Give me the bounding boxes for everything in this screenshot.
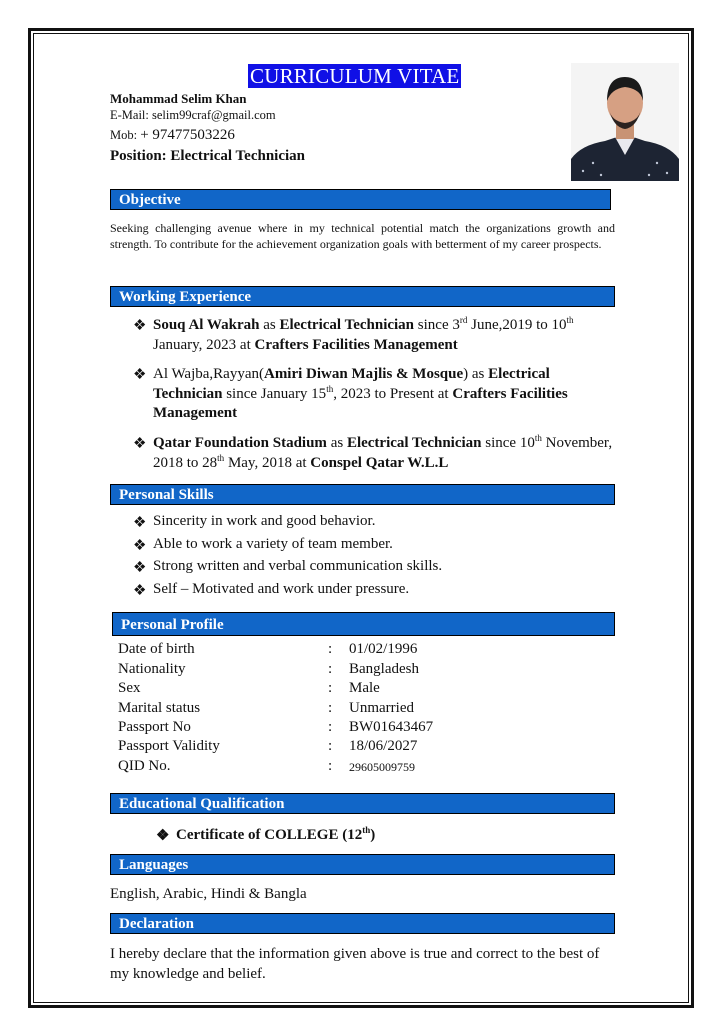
profile-label: Date of birth xyxy=(118,641,195,657)
company-name: Amiri Diwan Majlis & Mosque xyxy=(263,366,464,382)
job-role: Electrical Technician xyxy=(346,435,482,451)
text-fragment: ) xyxy=(370,827,376,843)
experience-item xyxy=(153,434,613,473)
profile-value: 29605009759 xyxy=(349,760,415,774)
text-fragment: as xyxy=(326,435,347,451)
ordinal-suffix: rd xyxy=(459,315,468,325)
declaration-text: I hereby declare that the information given above is true and correct to the best of my knowledge and belief. xyxy=(110,946,600,982)
skill-item: Strong written and verbal communication skills. xyxy=(153,558,443,574)
employer-name: Crafters Facilities Management xyxy=(254,336,458,353)
section-heading-skills: Personal Skills xyxy=(110,484,615,505)
skill-item: Self – Motivated and work under pressure. xyxy=(153,581,410,597)
profile-label: QID No. xyxy=(118,758,171,774)
profile-colon: : xyxy=(328,738,333,754)
position-line: Position: Electrical Technician xyxy=(110,148,305,164)
section-heading-profile: Personal Profile xyxy=(112,612,615,636)
profile-value: Bangladesh xyxy=(349,661,419,677)
profile-label: Sex xyxy=(118,680,141,696)
section-heading-languages: Languages xyxy=(110,854,615,875)
bullet-icon: ❖ xyxy=(133,538,147,554)
text-fragment: since 10 xyxy=(481,435,535,451)
profile-label: Passport No xyxy=(118,719,191,735)
ordinal-suffix: th xyxy=(534,433,542,443)
skill-item: Able to work a variety of team member. xyxy=(153,536,393,552)
profile-value: 01/02/1996 xyxy=(349,641,418,657)
text-fragment: since 3 xyxy=(414,317,460,333)
profile-label: Nationality xyxy=(118,661,186,677)
company-name: Qatar Foundation Stadium xyxy=(153,435,327,451)
email-line: E-Mail: selim99craf@gmail.com xyxy=(110,108,276,122)
text-fragment: May, 2018 at xyxy=(224,454,311,471)
objective-text: Seeking challenging avenue where in my technical potential match the organizations growth and strength. To contribute for the achievement organization goals with betterment of my career prospects. xyxy=(110,221,615,251)
person-photo-icon xyxy=(571,63,679,181)
job-role: Electrical Technician xyxy=(153,366,550,402)
employer-name: Crafters Facilities Management xyxy=(153,385,568,421)
profile-value: BW01643467 xyxy=(349,719,434,735)
mobile-label: Mob: xyxy=(110,128,141,142)
profile-label: Marital status xyxy=(118,700,201,716)
bullet-icon: ❖ xyxy=(156,828,170,844)
profile-colon: : xyxy=(328,641,333,657)
profile-label: Passport Validity xyxy=(118,738,220,754)
text-fragment: Al Wajba,Rayyan( xyxy=(153,366,264,382)
text-fragment: as xyxy=(259,317,280,333)
profile-value: 18/06/2027 xyxy=(349,738,418,754)
section-heading-experience: Working Experience xyxy=(110,286,615,307)
profile-colon: : xyxy=(328,661,333,677)
mobile-number: + 97477503226 xyxy=(140,127,235,143)
mobile-line xyxy=(110,127,235,144)
ordinal-suffix: th xyxy=(326,383,334,394)
languages-text: English, Arabic, Hindi & Bangla xyxy=(110,886,307,902)
section-heading-objective: Objective xyxy=(110,189,611,210)
text-fragment: January, 2023 at xyxy=(153,336,255,353)
bullet-icon: ❖ xyxy=(133,436,147,452)
bullet-icon: ❖ xyxy=(133,560,147,576)
ordinal-suffix: th xyxy=(217,452,225,463)
profile-value: Unmarried xyxy=(349,700,414,716)
skill-item: Sincerity in work and good behavior. xyxy=(153,513,376,529)
text-fragment: ) as xyxy=(463,366,489,382)
text-fragment: June,2019 to 10 xyxy=(467,317,567,333)
bullet-icon: ❖ xyxy=(133,515,147,531)
text-fragment: Certificate of COLLEGE (12 xyxy=(176,827,363,843)
profile-colon: : xyxy=(328,719,333,735)
profile-colon: : xyxy=(328,700,333,716)
profile-photo xyxy=(571,63,679,181)
profile-value: Male xyxy=(349,680,380,696)
job-role: Electrical Technician xyxy=(279,317,415,333)
text-fragment: November, 2018 to 28 xyxy=(153,435,613,471)
experience-item xyxy=(153,316,613,355)
candidate-name: Mohammad Selim Khan xyxy=(110,91,247,106)
profile-colon: : xyxy=(328,758,333,774)
experience-item xyxy=(153,365,613,424)
text-fragment: , 2023 to Present at xyxy=(333,385,453,402)
bullet-icon: ❖ xyxy=(133,583,147,599)
education-item xyxy=(176,826,375,846)
employer-name: Conspel Qatar W.L.L xyxy=(310,454,449,471)
company-name: Souq Al Wakrah xyxy=(153,317,260,333)
ordinal-suffix: th xyxy=(566,315,574,325)
section-heading-education: Educational Qualification xyxy=(110,793,615,814)
bullet-icon: ❖ xyxy=(133,318,147,334)
document-title: CURRICULUM VITAE xyxy=(250,64,460,88)
ordinal-suffix: th xyxy=(362,825,371,835)
text-fragment: since January 15 xyxy=(222,385,327,402)
profile-colon: : xyxy=(328,680,333,696)
bullet-icon: ❖ xyxy=(133,367,147,383)
section-heading-declaration: Declaration xyxy=(110,913,615,934)
